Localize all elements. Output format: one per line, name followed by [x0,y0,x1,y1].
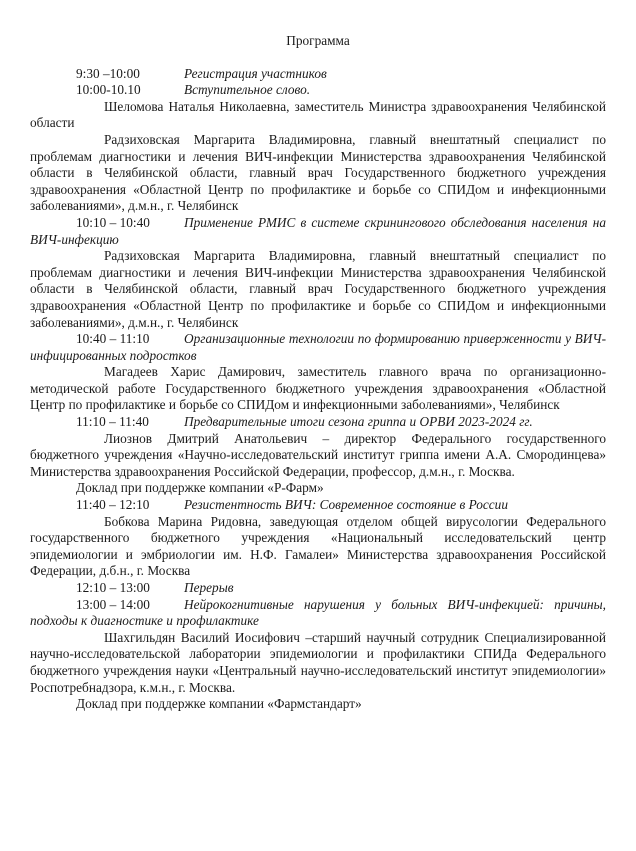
schedule-item [30,597,606,630]
schedule-item [30,215,606,248]
schedule-topic: Предварительные итоги сезона гриппа и ОРВИ 2023-2024 гг. [184,414,533,430]
speaker-info: Шахгильдян Василий Иосифович –старший научный сотрудник Специализированной научно-исследовательской лаборатории эпидемиологии и профилактики СПИДа Федерального бюджетного учреждения науки «Центральный научно-исследовательский институт эпидемиологии» Роспотребнадзора, к.м.н., г. Москва. [30,629,606,695]
schedule-topic: Применение РМИС в системе скринингового обследования населения на ВИЧ-инфекцию [30,214,606,247]
schedule-topic: Резистентность ВИЧ: Современное состояние в России [184,497,508,513]
speaker-info: Радзиховская Маргарита Владимировна, главный внештатный специалист по проблемам диагностики и лечения ВИЧ-инфекции Министерства здравоохранения Челябинской области в Челябинской области, главный врач Государственного бюджетного учреждения здравоохранения «Областной Центр по профилактике и борьбе со СПИДом и инфекционными заболеваниями», д.м.н., г. Челябинск [30,131,606,214]
schedule-time: 10:40 – 11:10 [76,331,150,347]
schedule-item [30,66,606,83]
speaker-info: Магадеев Харис Дамирович, заместитель главного врача по организационно-методической работе Государственного бюджетного учреждения здравоохранения «Областной Центр по профилактике и борьбе со СПИДом и инфекционными заболеваниями», Челябинск [30,364,606,413]
schedule-time: 12:10 – 13:00 [76,580,150,595]
schedule-topic: Организационные технологии по формированию приверженности у ВИЧ-инфицированных подростков [30,331,606,363]
program-page [30,33,606,713]
schedule-time: 10:00-10.10 [76,82,141,98]
sponsor-note: Доклад при поддержке компании «Р-Фарм» [76,480,324,496]
speaker-info: Шеломова Наталья Николаевна, заместитель Министра здравоохранения Челябинской области [30,98,606,131]
schedule-topic: Перерыв [184,580,234,595]
speaker-info: Лиознов Дмитрий Анатольевич – директор Федерального государственного бюджетного учреждения «Научно-исследовательский институт гриппа имени А.А. Смородинцева» Министерства здравоохранения Российской Федерации, профессор, д.м.н., г. Москва. [30,430,606,479]
schedule-item [30,497,606,514]
schedule-item [30,331,606,364]
schedule-topic: Вступительное слово. [184,82,311,98]
schedule-item [30,414,606,431]
schedule-topic: Регистрация участников [184,65,327,81]
schedule-time: 11:40 – 12:10 [76,497,150,513]
speaker-info: Радзиховская Маргарита Владимировна, главный внештатный специалист по проблемам диагностики и лечения ВИЧ-инфекции Министерства здравоохранения Челябинской области в Челябинской области, главный врач Государственного бюджетного учреждения здравоохранения «Областной Центр по профилактике и борьбе со СПИДом и инфекционными заболеваниями», д.м.н., г. Челябинск [30,248,606,330]
schedule-time: 11:10 – 11:40 [76,414,149,430]
schedule-item [30,580,606,597]
schedule-time: 10:10 – 10:40 [76,214,150,230]
schedule-time: 9:30 –10:00 [76,65,140,81]
schedule-time: 13:00 – 14:00 [76,596,150,612]
speaker-info: Бобкова Марина Ридовна, заведующая отделом общей вирусологии Федерального государственного бюджетного учреждения «Национальный исследовательский центр эпидемиологии и эмбриологии им. Н.Ф. Гамалеи» Министерства здравоохранения Российской Федерации, д.б.н., г. Москва [30,513,606,579]
sponsor-note: Доклад при поддержке компании «Фармстандарт» [76,696,362,712]
schedule-item [30,82,606,99]
page-title: Программа [286,33,350,48]
schedule-topic: Нейрокогнитивные нарушения у больных ВИЧ-инфекцией: причины, подходы к диагностике и профилактике [30,596,606,629]
